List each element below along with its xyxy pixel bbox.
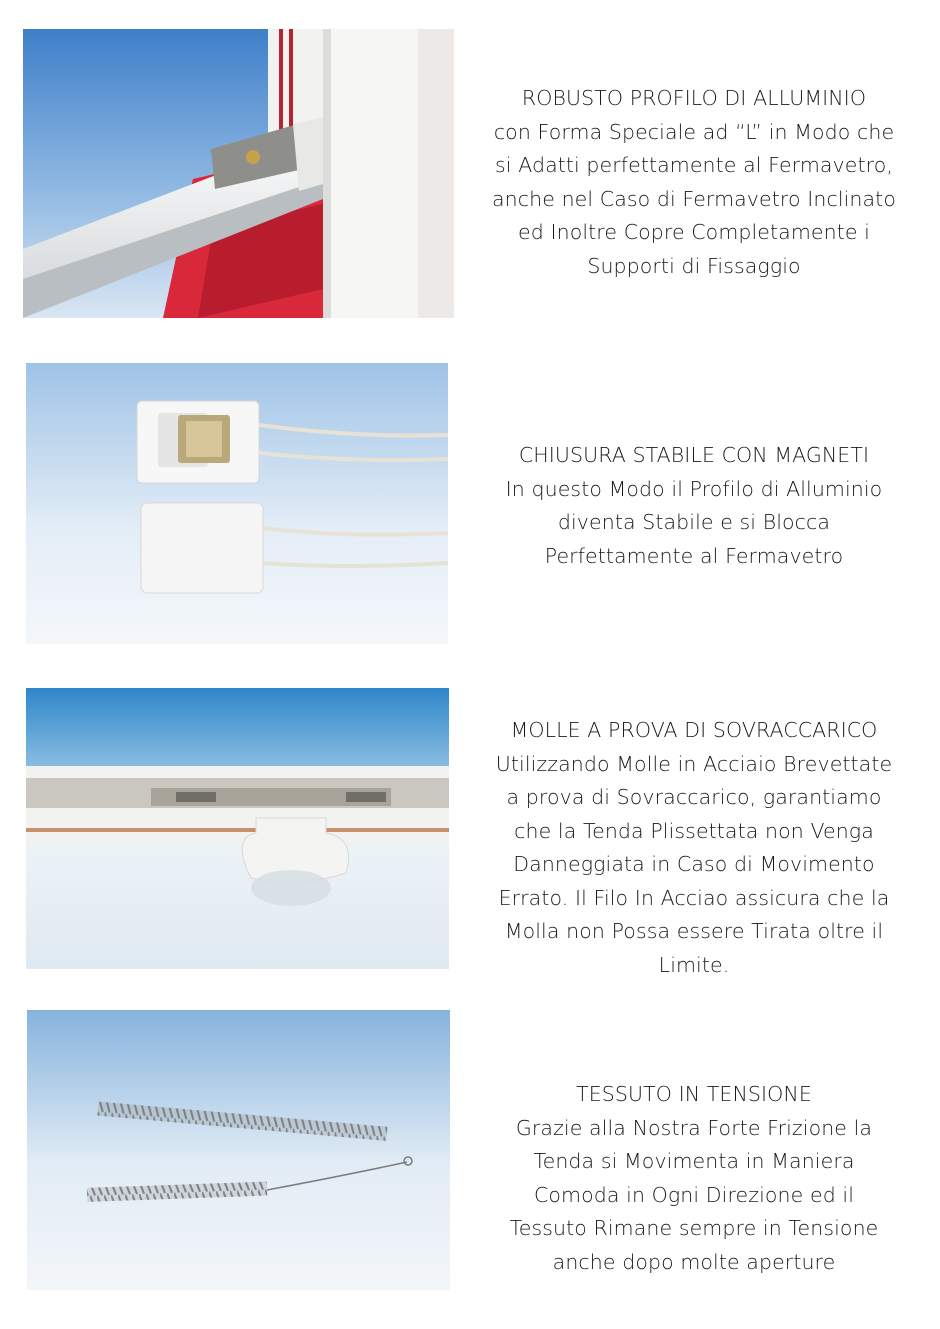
profile-line: con Forma Speciale ad “L” in Modo che (493, 119, 895, 144)
magnets-line: Perfettamente al Fermavetro (544, 543, 844, 568)
magnets-description (466, 439, 922, 573)
magnets-line: In questo Modo il Profilo di Alluminio (505, 476, 883, 501)
magnets-title: CHIUSURA STABILE CON MAGNETI (518, 443, 870, 467)
overload-springs-photo (26, 688, 449, 969)
springs-line: Limite. (658, 952, 730, 977)
springs-description (466, 714, 922, 982)
fabric-tension-description (466, 1078, 922, 1279)
fabric-tension-line: anche dopo molte aperture (552, 1249, 836, 1274)
profile-line: si Adatti perfettamente al Fermavetro, (495, 153, 893, 177)
springs-line: che la Tenda Plissettata non Venga (514, 818, 874, 843)
springs-line: Danneggiata in Caso di Movimento (513, 852, 875, 876)
aluminium-L-profile-photo (23, 29, 454, 318)
tension-springs-photo (27, 1010, 450, 1290)
fabric-tension-title: TESSUTO IN TENSIONE (576, 1082, 812, 1106)
profile-line: Supporti di Fissaggio (587, 253, 801, 278)
magnetic-closure-photo (26, 363, 448, 644)
fabric-tension-line: Tessuto Rimane sempre in Tensione (509, 1216, 879, 1240)
springs-line: a prova di Sovraccarico, garantiamo (506, 785, 882, 809)
profile-line: anche nel Caso di Fermavetro Inclinato (492, 186, 896, 211)
springs-line: Utilizzando Molle in Acciaio Brevettate (495, 751, 893, 776)
magnets-line: diventa Stabile e si Blocca (557, 510, 831, 534)
fabric-tension-line: Grazie alla Nostra Forte Frizione la (515, 1115, 873, 1140)
profile-description (466, 82, 922, 283)
springs-line: Molla non Possa essere Tirata oltre il (504, 919, 884, 943)
profile-title: ROBUSTO PROFILO DI ALLUMINIO (521, 86, 867, 110)
fabric-tension-line: Tenda si Movimenta in Maniera (533, 1149, 855, 1173)
profile-line: ed Inoltre Copre Completamente i (518, 220, 870, 244)
springs-line: Errato. Il Filo In Acciao assicura che la (498, 885, 890, 910)
fabric-tension-line: Comoda in Ogni Direzione ed il (533, 1182, 855, 1207)
springs-title: MOLLE A PROVA DI SOVRACCARICO (510, 718, 878, 742)
